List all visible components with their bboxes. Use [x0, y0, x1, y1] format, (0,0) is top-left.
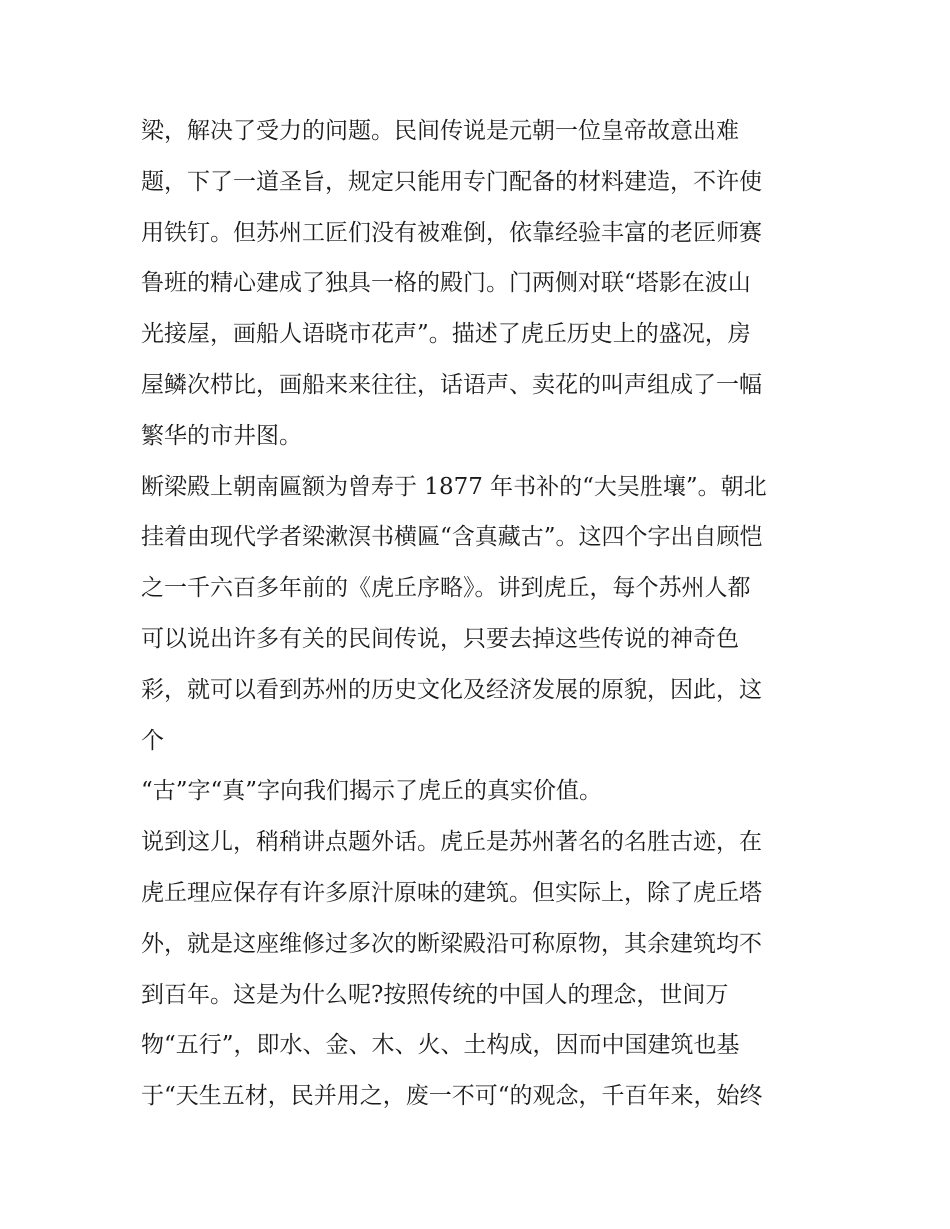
- text-line: 到百年。这是为什么呢?按照传统的中国人的理念，世间万: [141, 981, 729, 1008]
- text-line: 用铁钉。但苏州工匠们没有被难倒，依靠经验丰富的老匠师赛: [141, 219, 762, 246]
- text-line: 繁华的市井图。: [141, 422, 302, 449]
- text-line: 物“五行”，即水、金、木、火、土构成，因而中国建筑也基: [141, 1032, 740, 1059]
- text-line: 彩，就可以看到苏州的历史文化及经济发展的原貌，因此，这: [141, 676, 762, 703]
- text-line: 个: [141, 727, 164, 754]
- text-line: 屋鳞次栉比，画船来来往往，话语声、卖花的叫声组成了一幅: [141, 371, 762, 398]
- text-line: 挂着由现代学者梁漱溟书横匾“含真藏古”。这四个字出自顾恺: [141, 524, 763, 551]
- text-line: “古”字“真”字向我们揭示了虎丘的真实价值。: [141, 778, 603, 805]
- text-line: 可以说出许多有关的民间传说，只要去掉这些传说的神奇色: [141, 625, 739, 652]
- text-line: 梁，解决了受力的问题。民间传说是元朝一位皇帝故意出难: [141, 118, 739, 144]
- text-line: 外，就是这座维修过多次的断梁殿沿可称原物，其余建筑均不: [141, 930, 762, 957]
- text-line: 断梁殿上朝南匾额为曾寿于 1877 年书补的“大吴胜壤”。朝北: [141, 473, 767, 500]
- text-line: 说到这儿，稍稍讲点题外话。虎丘是苏州著名的名胜古迹，在: [141, 829, 762, 856]
- text-line: 虎丘理应保存有许多原汁原味的建筑。但实际上，除了虎丘塔: [141, 879, 762, 906]
- text-line: 题，下了一道圣旨，规定只能用专门配备的材料建造，不许使: [141, 168, 762, 195]
- text-line: 光接屋，画船人语晓市花声”。描述了虎丘历史上的盛况，房: [141, 321, 751, 348]
- text-line: 之一千六百多年前的《虎丘序略》。讲到虎丘，每个苏州人都: [141, 575, 751, 602]
- text-line: 于“天生五材，民并用之，废一不可“的观念，千百年来，始终: [141, 1083, 763, 1110]
- body-text: [141, 106, 816, 1122]
- text-line: 鲁班的精心建成了独具一格的殿门。门两侧对联“塔影在波山: [141, 270, 751, 297]
